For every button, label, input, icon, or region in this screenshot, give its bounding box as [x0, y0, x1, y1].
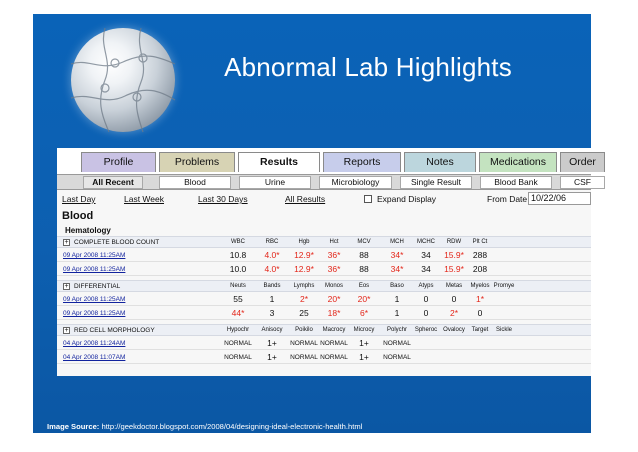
row-divider — [57, 319, 591, 320]
row-divider — [57, 349, 591, 350]
source-url: http://geekdoctor.blogspot.com/2008/04/designing-ideal-electronic-health.html — [101, 422, 363, 431]
result-value: NORMAL — [290, 340, 318, 347]
result-value: 1+ — [267, 352, 277, 362]
result-value: 208 — [472, 264, 488, 274]
column-header: Ovalocy — [443, 327, 465, 333]
row-divider — [57, 275, 591, 276]
date-filter-bar — [57, 194, 591, 208]
column-header: Macrocy — [322, 327, 346, 333]
column-header: Promye — [493, 283, 515, 289]
result-value: 1 — [394, 294, 400, 304]
subtab-blood[interactable]: Blood — [159, 176, 231, 189]
subtab-microbiology[interactable]: Microbiology — [319, 176, 392, 189]
subtab-csf[interactable]: CSF — [560, 176, 605, 189]
abnormal-value: 12.9* — [294, 250, 314, 260]
abnormal-value: 36* — [327, 264, 341, 274]
main-tab-bar — [57, 148, 596, 174]
abnormal-value: 34* — [390, 264, 404, 274]
abnormal-value: 20* — [357, 294, 371, 304]
image-source-caption — [47, 422, 362, 431]
tab-reports[interactable] — [323, 152, 401, 172]
column-header: MCHC — [417, 239, 435, 245]
last-week-link[interactable]: Last Week — [124, 194, 165, 204]
result-value: 34 — [421, 264, 431, 274]
result-date-link[interactable]: 09 Apr 2008 11:25AM — [63, 252, 126, 259]
tab-label: Medications — [489, 156, 547, 168]
abnormal-value: 18* — [327, 308, 341, 318]
tab-results[interactable] — [238, 152, 320, 172]
expand-plus-icon[interactable]: + — [64, 327, 69, 334]
result-value: 288 — [472, 250, 488, 260]
column-header: RDW — [446, 239, 462, 245]
puzzle-globe-logo — [71, 28, 175, 132]
result-row — [57, 308, 591, 319]
abnormal-value: 15.9* — [444, 250, 464, 260]
tab-label: Notes — [426, 156, 454, 168]
last-day-link[interactable]: Last Day — [62, 194, 96, 204]
abnormal-value: 34* — [390, 250, 404, 260]
column-header: Atyps — [418, 283, 434, 289]
tab-medications[interactable] — [479, 152, 557, 172]
result-row — [57, 338, 591, 349]
result-value: 10.8 — [229, 250, 247, 260]
result-row — [57, 264, 591, 275]
abnormal-value: 4.0* — [264, 264, 280, 274]
result-date-link[interactable]: 09 Apr 2008 11:25AM — [63, 296, 126, 303]
from-date-label: From Date — [487, 194, 528, 204]
column-header: Spheroc — [414, 327, 438, 333]
tab-label: Results — [260, 156, 298, 168]
column-header: Hgb — [298, 239, 310, 245]
slide-title: Abnormal Lab Highlights — [224, 52, 512, 82]
result-value: 55 — [233, 294, 243, 304]
sub-tab-bar — [57, 174, 591, 190]
row-divider — [57, 305, 591, 306]
row-divider — [57, 363, 591, 364]
group-label: RED CELL MORPHOLOGY — [74, 327, 155, 334]
result-row — [57, 352, 591, 363]
column-header: MCV — [357, 239, 371, 245]
all-results-link[interactable]: All Results — [285, 194, 326, 204]
column-header: Plt Ct — [472, 239, 488, 245]
result-value: 1+ — [267, 338, 277, 348]
column-header: Metas — [445, 283, 463, 289]
column-header: MCH — [390, 239, 404, 245]
group-header-row — [57, 324, 591, 336]
result-value: 0 — [477, 308, 483, 318]
tab-problems[interactable] — [159, 152, 235, 172]
abnormal-value: 20* — [327, 294, 341, 304]
subtab-single-result[interactable]: Single Result — [400, 176, 472, 189]
tab-profile[interactable] — [81, 152, 156, 172]
result-value: NORMAL — [320, 354, 348, 361]
result-date-link[interactable]: 09 Apr 2008 11:25AM — [63, 310, 126, 317]
column-header: Hypochr — [226, 327, 250, 333]
column-header: Eos — [358, 283, 370, 289]
result-value: 88 — [359, 250, 369, 260]
result-value: 10.0 — [229, 264, 247, 274]
row-divider — [57, 261, 591, 262]
tab-label: Order — [569, 156, 596, 168]
result-value: 3 — [269, 308, 275, 318]
column-header: Myelos — [470, 283, 490, 289]
result-value: NORMAL — [383, 354, 411, 361]
subtab-urine[interactable]: Urine — [239, 176, 311, 189]
section-heading-blood: Blood — [62, 210, 94, 222]
result-value: 88 — [359, 264, 369, 274]
column-header: Sickle — [495, 327, 512, 333]
tab-label: Problems — [174, 156, 220, 168]
group-header-row — [57, 236, 591, 248]
page-number: 42 — [608, 417, 623, 432]
result-value: NORMAL — [320, 340, 348, 347]
result-date-link[interactable]: 04 Apr 2008 11:24AM — [63, 340, 126, 347]
subtab-all-recent[interactable]: All Recent — [83, 176, 143, 189]
column-header: Poikilo — [295, 327, 313, 333]
column-header: Monos — [324, 283, 343, 289]
column-header: Target — [471, 327, 489, 333]
abnormal-value: 1* — [475, 294, 485, 304]
result-value: 0 — [423, 294, 429, 304]
tab-label: Reports — [343, 156, 381, 168]
group-header-row — [57, 280, 591, 292]
column-header: Polychr — [386, 327, 407, 333]
column-header: Bands — [263, 283, 281, 289]
abnormal-value: 12.9* — [294, 264, 314, 274]
result-value: 1+ — [359, 352, 369, 362]
result-value: 25 — [299, 308, 309, 318]
group-label: DIFFERENTIAL — [74, 283, 121, 290]
tab-notes[interactable] — [404, 152, 476, 172]
abnormal-value: 6* — [359, 308, 369, 318]
column-header: Neuts — [230, 283, 246, 289]
subtab-blood-bank[interactable]: Blood Bank — [480, 176, 552, 189]
abnormal-value: 15.9* — [444, 264, 464, 274]
result-row — [57, 250, 591, 261]
expand-plus-icon[interactable]: + — [64, 239, 69, 246]
result-value: NORMAL — [224, 340, 252, 347]
column-header: Lymphs — [293, 283, 315, 289]
result-value: 0 — [423, 308, 429, 318]
column-header: Hct — [329, 239, 339, 245]
tab-order[interactable] — [560, 152, 605, 172]
result-value: NORMAL — [290, 354, 318, 361]
column-header: Microcy — [353, 327, 375, 333]
result-value: 1+ — [359, 338, 369, 348]
result-row — [57, 294, 591, 305]
tab-label: Profile — [103, 156, 134, 168]
subsection-heading-hematology: Hematology — [65, 226, 111, 235]
abnormal-value: 4.0* — [264, 250, 280, 260]
from-date-input[interactable]: 10/22/06 — [528, 192, 591, 205]
ehr-screenshot — [57, 148, 596, 376]
expand-plus-icon[interactable]: + — [64, 283, 69, 290]
result-date-link[interactable]: 04 Apr 2008 11:07AM — [63, 354, 126, 361]
column-header: WBC — [231, 239, 245, 245]
last-30-days-link[interactable]: Last 30 Days — [198, 194, 248, 204]
result-value: 1 — [394, 308, 400, 318]
expand-display-label: Expand Display — [377, 194, 437, 204]
expand-display-checkbox[interactable] — [364, 195, 372, 203]
abnormal-value: 44* — [231, 308, 245, 318]
group-label: COMPLETE BLOOD COUNT — [74, 239, 160, 246]
column-header: RBC — [265, 239, 279, 245]
result-date-link[interactable]: 09 Apr 2008 11:25AM — [63, 266, 126, 273]
result-value: 0 — [451, 294, 457, 304]
column-header: Anisocy — [261, 327, 283, 333]
column-header: Baso — [390, 283, 404, 289]
abnormal-value: 36* — [327, 250, 341, 260]
source-label: Image Source: — [47, 422, 100, 431]
abnormal-value: 2* — [299, 294, 309, 304]
result-value: 34 — [421, 250, 431, 260]
result-value: 1 — [269, 294, 275, 304]
result-value: NORMAL — [224, 354, 252, 361]
result-value: NORMAL — [383, 340, 411, 347]
slide — [33, 14, 623, 433]
abnormal-value: 2* — [449, 308, 459, 318]
